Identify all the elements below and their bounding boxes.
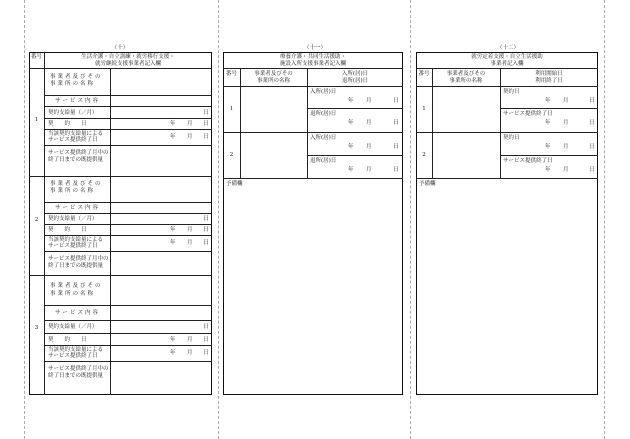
day-label: 日 [203, 337, 209, 343]
day-label: 日 [203, 240, 209, 246]
day-label: 日 [203, 227, 209, 233]
used-label-line1: サービス提供終了月中の [48, 256, 109, 262]
service-label: サービス内容 [55, 205, 101, 211]
day-label: 日 [203, 350, 209, 356]
fold-line-left [24, 0, 25, 439]
remarks-label: 予備欄 [419, 181, 436, 187]
amount-label: 契約支給量（／月） [48, 110, 98, 116]
col-provider-line1: 事業者及びその [254, 71, 293, 77]
service-end-label: サービス提供終了日 [503, 111, 553, 117]
col-provider-line2: 事業所の名称 [449, 78, 483, 84]
page-label: （十） [111, 45, 129, 51]
year-label: 年 [348, 98, 354, 104]
header-number: 番号 [225, 71, 237, 77]
contract-date-label: 契 約 日 [48, 227, 87, 233]
page-label: （十一） [303, 45, 326, 51]
row-number-2: 2 [422, 152, 426, 158]
end-label-line2: サービス提供終了日 [48, 243, 98, 249]
provider-label-line2: 事業所の名称 [50, 291, 96, 297]
month-label: 月 [563, 167, 569, 173]
provider-label-line1: 事業者及びその [50, 181, 103, 187]
header-title-line1: 就労定着支援・自立生活援助 [471, 54, 543, 60]
day-label: 日 [589, 120, 595, 126]
month-label: 月 [187, 337, 193, 343]
col-date-line2: 退所(居)日 [341, 78, 369, 84]
month-label: 月 [187, 240, 193, 246]
contract-date-label: 契 約 日 [48, 337, 87, 343]
used-label-line2: 終了日までの既提供量 [48, 373, 104, 379]
header-title-line2: 事業者記入欄 [490, 61, 524, 67]
header-number: 番号 [418, 71, 430, 77]
month-label: 月 [563, 120, 569, 126]
header-number: 番号 [30, 54, 42, 60]
month-label: 月 [366, 167, 372, 173]
used-label-line2: 終了日までの既提供量 [48, 157, 104, 163]
exit-date-label: 退所(居)日 [310, 158, 337, 164]
provider-label-line1: 事業者及びその [50, 74, 103, 80]
month-label: 月 [187, 227, 193, 233]
service-end-label: サービス提供終了日 [503, 158, 553, 164]
day-label: 日 [589, 98, 595, 104]
fold-line-mid2 [410, 0, 411, 439]
header-title-line2: 就労継続支援事業者記入欄 [94, 61, 161, 67]
year-label: 年 [170, 121, 176, 127]
month-label: 月 [563, 144, 569, 150]
provider-label-line2: 事業所の名称 [50, 81, 96, 87]
end-label-line1: 当該契約支給量による [48, 131, 104, 137]
month-label: 月 [187, 350, 193, 356]
exit-date-label: 退所(居)日 [310, 111, 337, 117]
row-number-2: 2 [34, 217, 39, 223]
day-label: 日 [203, 134, 209, 140]
col-provider-line2: 事業所の名称 [256, 78, 290, 84]
fold-line-mid1 [218, 0, 219, 439]
form-table [416, 52, 598, 395]
row-number-1: 1 [422, 106, 426, 112]
contract-date-label: 契約日 [503, 135, 520, 141]
row-number-3: 3 [34, 325, 39, 331]
fold-line-right [604, 0, 605, 439]
used-label-line2: 終了日までの既提供量 [48, 263, 104, 269]
col-date-line2: 利用終了日 [535, 78, 563, 84]
year-label: 年 [545, 144, 551, 150]
end-label-line2: サービス提供終了日 [48, 137, 98, 143]
end-label-line2: サービス提供終了日 [48, 353, 98, 359]
year-label: 年 [545, 120, 551, 126]
contract-date-label: 契約日 [503, 89, 520, 95]
year-label: 年 [170, 134, 176, 140]
row-number-1: 1 [229, 106, 234, 112]
header-title-line1: 療養介護・共同生活援助・ [279, 54, 346, 60]
used-label-line1: サービス提供終了月中の [48, 366, 109, 372]
header-title-line1: 生活介護・自立訓練・就労移行支援・ [81, 54, 175, 60]
year-label: 年 [348, 120, 354, 126]
amount-unit: 日 [203, 324, 209, 330]
entry-date-label: 入所(居)日 [310, 135, 337, 141]
row-number-1: 1 [34, 117, 39, 123]
month-label: 月 [366, 120, 372, 126]
month-label: 月 [187, 121, 193, 127]
end-label-line1: 当該契約支給量による [48, 237, 104, 243]
year-label: 年 [170, 337, 176, 343]
used-label-line1: サービス提供終了月中の [48, 150, 109, 156]
day-label: 日 [393, 167, 399, 173]
year-label: 年 [545, 98, 551, 104]
year-label: 年 [170, 240, 176, 246]
page-label: （十二） [496, 45, 519, 51]
day-label: 日 [393, 120, 399, 126]
form-table [223, 52, 403, 395]
amount-label: 契約支給量（／月） [48, 324, 98, 330]
col-provider-line1: 事業者及びその [446, 71, 486, 77]
service-label: サービス内容 [55, 98, 101, 104]
col-date-line1: 利用開始日 [535, 71, 563, 77]
year-label: 年 [545, 167, 551, 173]
amount-label: 契約支給量（／月） [48, 216, 98, 222]
year-label: 年 [348, 144, 354, 150]
service-label: サービス内容 [55, 310, 101, 316]
year-label: 年 [348, 167, 354, 173]
amount-unit: 日 [203, 110, 209, 116]
amount-unit: 日 [203, 216, 209, 222]
end-label-line1: 当該契約支給量による [48, 347, 104, 353]
month-label: 月 [187, 134, 193, 140]
header-title-line2: 施設入所支援事業者記入欄 [279, 61, 346, 67]
col-date-line1: 入所(居)日 [341, 71, 369, 77]
day-label: 日 [393, 144, 399, 150]
month-label: 月 [366, 144, 372, 150]
month-label: 月 [366, 98, 372, 104]
contract-date-label: 契 約 日 [48, 121, 87, 127]
row-number-2: 2 [229, 152, 234, 158]
day-label: 日 [393, 98, 399, 104]
provider-label-line1: 事業者及びその [50, 283, 103, 289]
remarks-label: 予備欄 [226, 181, 243, 187]
day-label: 日 [589, 167, 595, 173]
entry-date-label: 入所(居)日 [310, 89, 337, 95]
year-label: 年 [170, 227, 176, 233]
day-label: 日 [589, 144, 595, 150]
day-label: 日 [203, 121, 209, 127]
month-label: 月 [563, 98, 569, 104]
provider-label-line2: 事業所の名称 [50, 188, 96, 194]
year-label: 年 [170, 350, 176, 356]
